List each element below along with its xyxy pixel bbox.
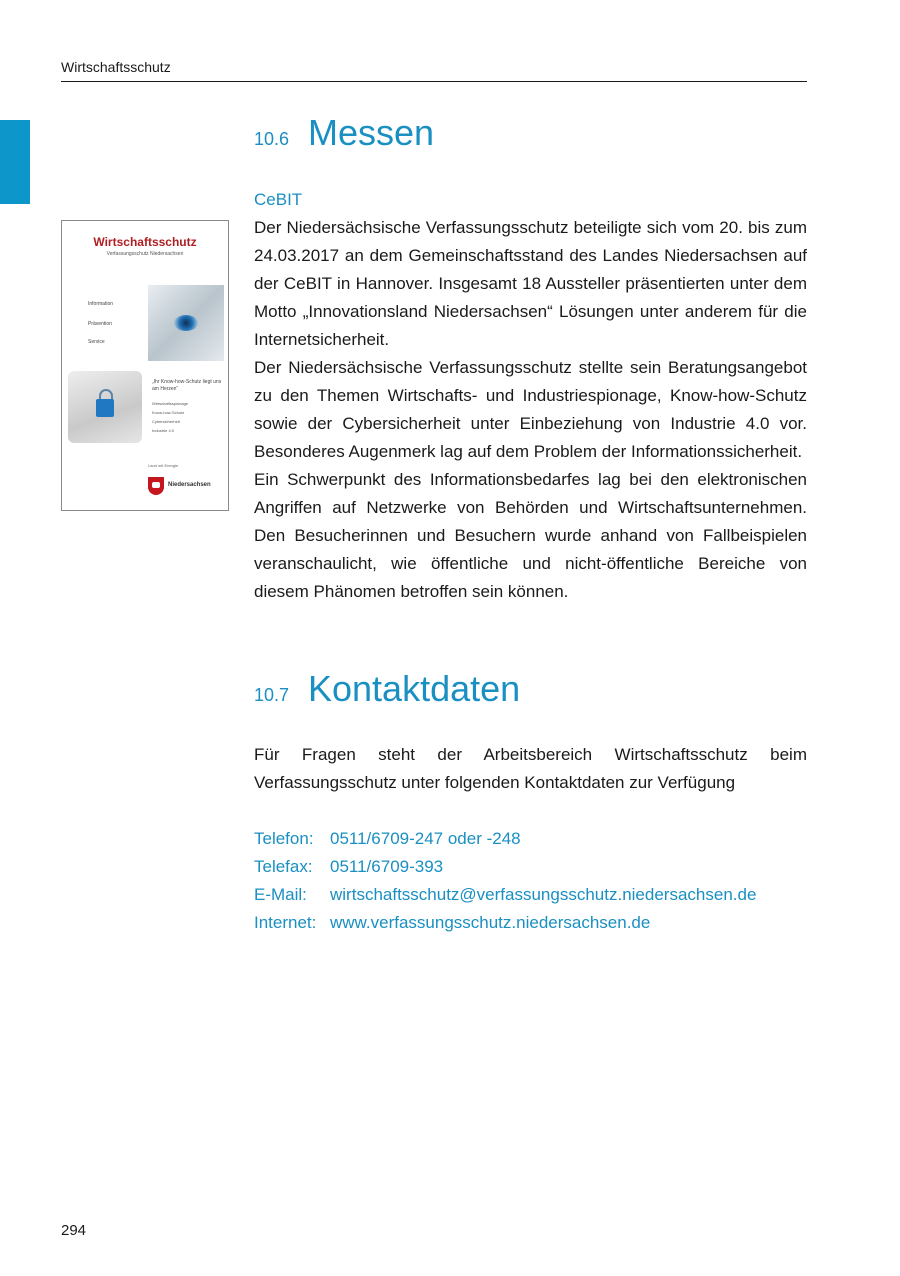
contact-intro	[254, 741, 807, 797]
contact-label: E-Mail:	[254, 885, 307, 904]
body-text	[254, 214, 807, 606]
coat-of-arms-icon	[148, 477, 164, 495]
brochure-slogan: Land mit Energie	[148, 463, 179, 468]
website-link[interactable]: www.verfassungsschutz.niedersachsen.de	[330, 913, 651, 932]
contact-label: Telefon:	[254, 829, 314, 848]
section-heading-messen	[254, 112, 434, 154]
brochure-menu-item: Prävention	[88, 321, 112, 327]
contact-row-internet	[254, 909, 756, 937]
section-number: 10.7	[254, 685, 290, 705]
brochure-bullet: Cybersicherheit	[152, 419, 180, 424]
paragraph: Für Fragen steht der Arbeitsbereich Wirtschaftsschutz beim Verfassungsschutz unter folgenden Kontaktdaten zur Verfügung	[254, 745, 807, 792]
brochure-image	[61, 220, 229, 511]
brochure-bullet: Know-how-Schutz	[152, 410, 185, 415]
brochure-quote: „Ihr Know-how-Schutz liegt uns am Herzen“	[152, 379, 222, 392]
brochure-menu-item: Information	[88, 301, 114, 307]
phone-value: 0511/6709-247 oder -248	[330, 829, 521, 848]
page-number: 294	[61, 1222, 87, 1239]
brochure-title: Wirtschaftsschutz	[93, 235, 197, 249]
contact-label: Telefax:	[254, 857, 313, 876]
contact-list	[254, 825, 756, 937]
fax-value: 0511/6709-393	[330, 857, 444, 876]
brochure-state: Niedersachsen	[168, 482, 211, 488]
contact-row-email	[254, 881, 756, 909]
brochure-bullet: Industrie 4.0	[152, 428, 175, 433]
contact-row-fax	[254, 853, 756, 881]
paragraph: Der Niedersächsische Verfassungsschutz beteiligte sich vom 20. bis zum 24.03.2017 an dem Gemeinschaftsstand des Landes Niedersachsen auf der CeBIT in Hannover. Insgesamt 18 Aussteller präsentierten unter dem Motto „Innovationsland Niedersachsen“ Lösungen unter anderem für die Internetsicherheit.	[254, 218, 807, 349]
contact-label: Internet:	[254, 913, 317, 932]
brochure-menu-item: Service	[88, 339, 105, 345]
running-header: Wirtschaftsschutz	[61, 59, 171, 75]
brochure-subtitle: Verfassungsschutz Niedersachsen	[106, 251, 184, 257]
email-link[interactable]: wirtschaftsschutz@verfassungsschutz.niedersachsen.de	[330, 885, 757, 904]
eye-icon	[148, 285, 224, 361]
chapter-tab	[0, 120, 30, 204]
padlock-hands-icon	[68, 371, 142, 443]
brochure-bullet: Wirtschaftsspionage	[152, 401, 189, 406]
paragraph: Ein Schwerpunkt des Informationsbedarfes lag bei den elektronischen Angriffen auf Netzwerke von Behörden und Wirtschaftsunternehmen. Den Besucherinnen und Besuchern wurde anhand von Fallbeispielen veranschaulicht, wie öffentliche und nicht-öffentliche Bereiche von diesem Phänomen betroffen sein können.	[254, 470, 807, 601]
subheading-cebit: CeBIT	[254, 190, 303, 209]
paragraph: Der Niedersächsische Verfassungsschutz stellte sein Beratungsangebot zu den Themen Wirtschafts- und Industriespionage, Know-how-Schutz sowie der Cybersicherheit unter Einbeziehung von Industrie 4.0 vor. Besonderes Augenmerk lag auf dem Problem der Informationssicherheit.	[254, 358, 807, 461]
header-rule	[61, 81, 807, 82]
contact-row-phone	[254, 825, 756, 853]
section-title: Messen	[308, 112, 435, 153]
section-number: 10.6	[254, 129, 290, 149]
section-heading-kontaktdaten	[254, 668, 520, 710]
section-title: Kontaktdaten	[308, 668, 521, 709]
